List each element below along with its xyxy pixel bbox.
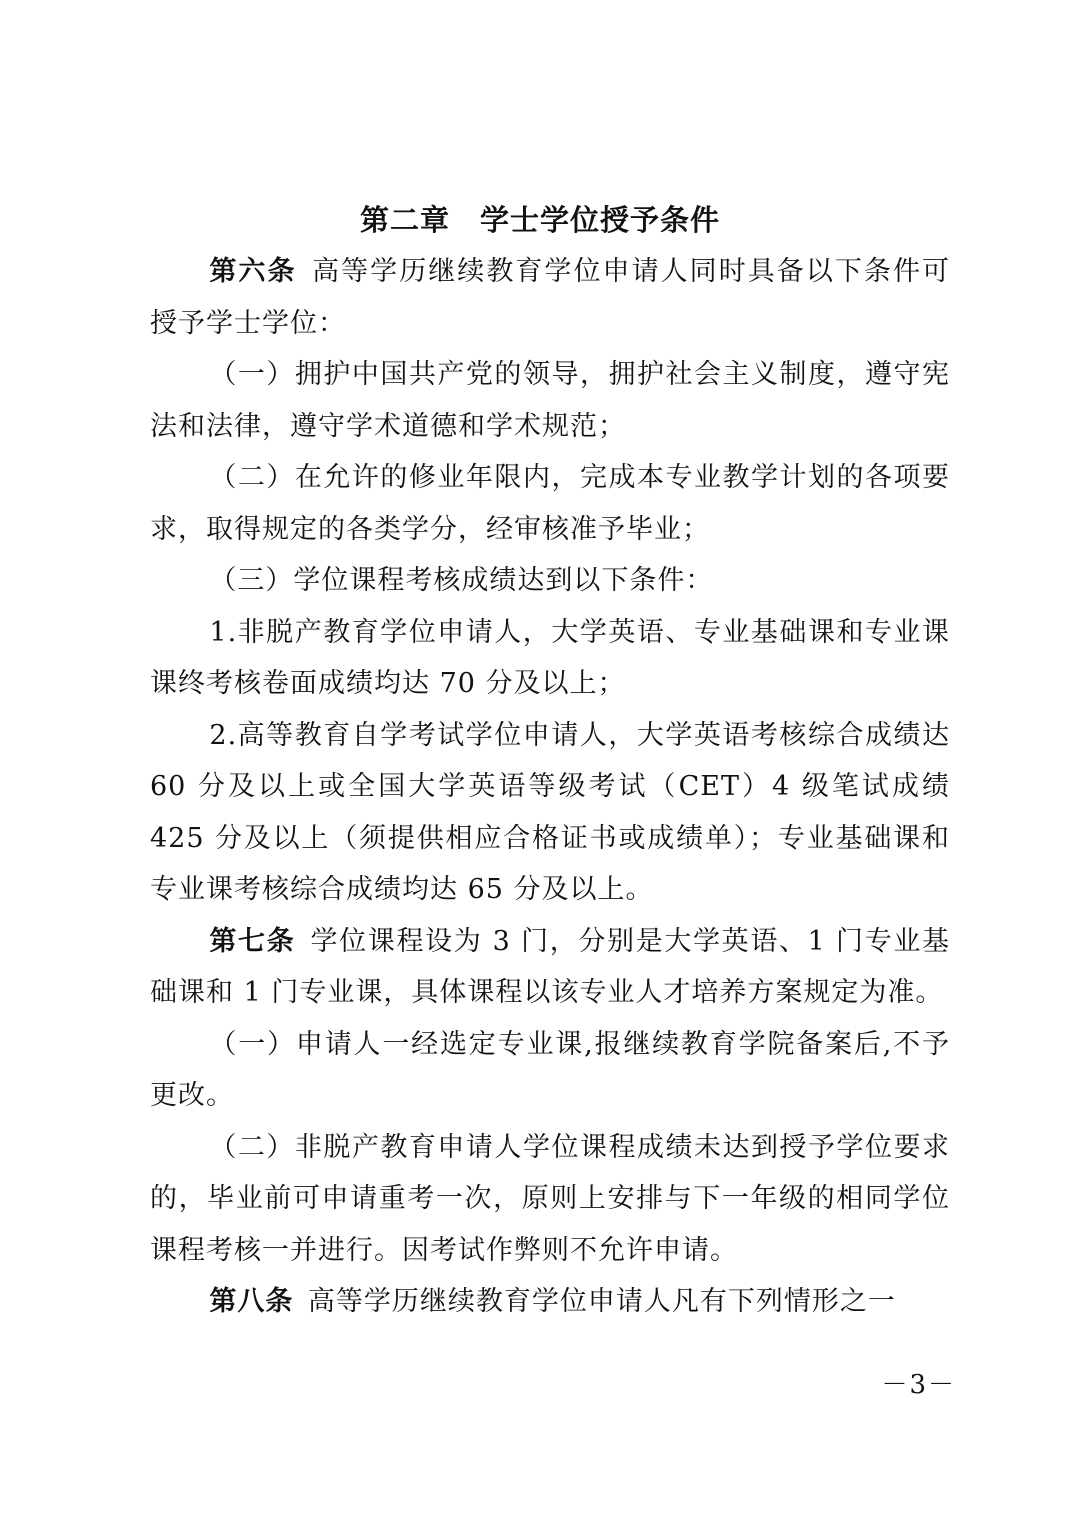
article-6-paragraph xyxy=(150,246,950,349)
article-8-text: 高等学历继续教育学位申请人凡有下列情形之一 xyxy=(307,1286,896,1317)
article-6-text: 高等学历继续教育学位申请人同时具备以下条件可授予学士学位： xyxy=(150,256,951,339)
article-6-item-2: （二）在允许的修业年限内，完成本专业教学计划的各项要求，取得规定的各类学分，经审核准予毕业； xyxy=(150,462,950,545)
document-body xyxy=(150,246,950,1328)
article-8-paragraph xyxy=(150,1276,950,1328)
page-number: －3－ xyxy=(881,1370,956,1400)
article-8-label: 第八条 xyxy=(209,1286,294,1317)
article-7-text: 学位课程设为 3 门，分别是大学英语、1 门专业基础课和 1 门专业课，具体课程以该专业人才培养方案规定为准。 xyxy=(150,925,951,1008)
article-7-label: 第七条 xyxy=(209,925,296,957)
article-7-paragraph xyxy=(150,916,950,1019)
article-6-item-1: （一）拥护中国共产党的领导，拥护社会主义制度，遵守宪法和法律，遵守学术道德和学术规范； xyxy=(150,359,950,442)
article-7-item-2: （二）非脱产教育申请人学位课程成绩未达到授予学位要求的，毕业前可申请重考一次，原则上安排与下一年级的相同学位课程考核一并进行。因考试作弊则不允许申请。 xyxy=(150,1131,950,1266)
article-6-label: 第六条 xyxy=(209,256,297,287)
article-6-item-3-sub-2: 2.高等教育自学考试学位申请人，大学英语考核综合成绩达 60 分及以上或全国大学英语等级考试（CET）4 级笔试成绩 425 分及以上（须提供相应合格证书或成绩单）；专业基础课和专业课考核综合成绩均达 65 分及以上。 xyxy=(150,719,950,905)
chapter-title: 第二章 学士学位授予条件 xyxy=(359,203,720,237)
article-6-item-3-sub-1: 1.非脱产教育学位申请人，大学英语、专业基础课和专业课课终考核卷面成绩均达 70 分及以上； xyxy=(150,616,950,699)
article-7-item-1: （一）申请人一经选定专业课,报继续教育学院备案后,不予更改。 xyxy=(150,1028,950,1111)
article-6-item-3: （三）学位课程考核成绩达到以下条件： xyxy=(209,565,714,596)
